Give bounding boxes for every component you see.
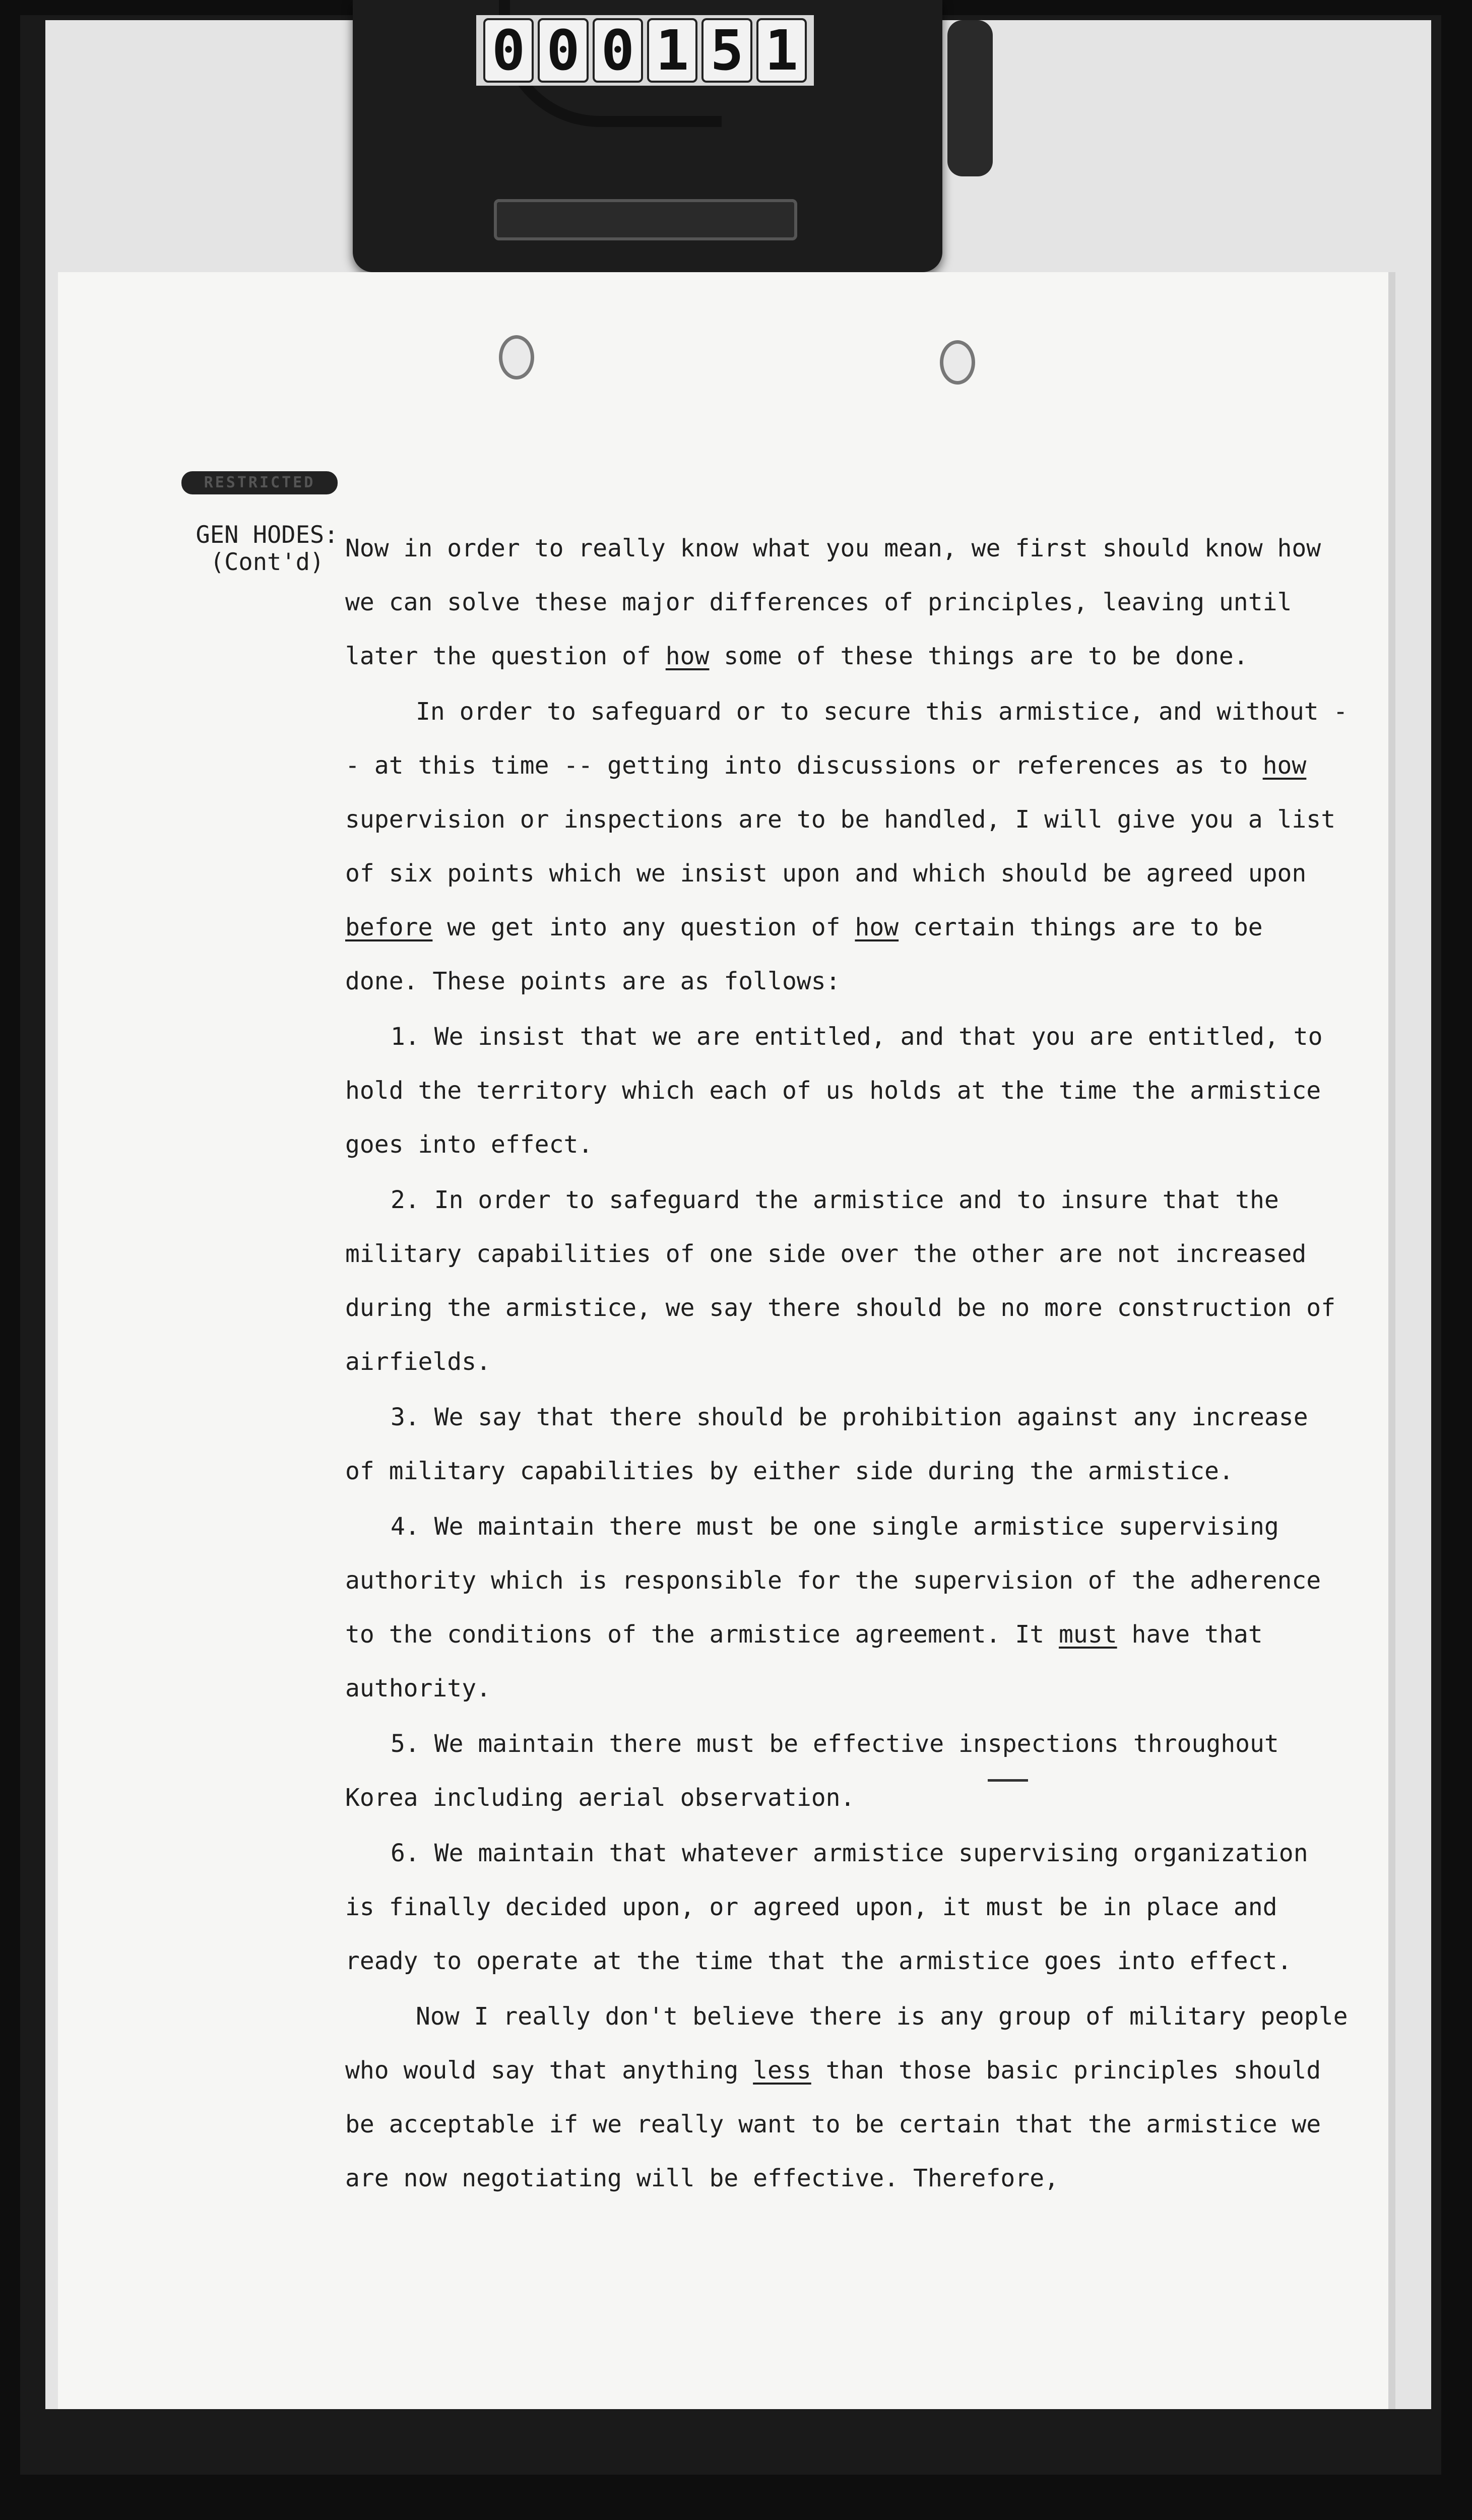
speaker-cont: (Cont'd) (210, 548, 325, 576)
punch-hole-right (940, 340, 975, 385)
counter-digit: 1 (647, 18, 697, 83)
counter-plate (494, 199, 797, 240)
point-2: 2. In order to safeguard the armistice and to insure that the military capabilities of one side over the other are not increased during the armistice, we say there should be no more construction of airfields. (345, 1186, 1336, 1376)
paragraph: Now in order to really know what you mean, we first should know how we can solve these major differences of principles, leaving until later the question of how some of these things are to be done. (345, 534, 1321, 670)
emphasis: how (665, 642, 710, 670)
emphasis: before (345, 913, 433, 941)
counter-knob (947, 20, 993, 176)
emphasis: how (1262, 751, 1307, 780)
emphasis: how (855, 913, 899, 941)
punch-hole-left (499, 335, 534, 380)
point-5: 5. We maintain there must be effective inspections throughout Korea including aerial observation. (345, 1730, 1279, 1812)
point-4: 4. We maintain there must be one single armistice supervising authority which is responsible for the supervision of the adherence to the conditions of the armistice agreement. It must have that authority. (345, 1513, 1321, 1703)
counter-digit: 5 (701, 18, 752, 83)
counter-digit: 0 (593, 18, 643, 83)
point-3: 3. We say that there should be prohibition against any increase of military capabilities by either side during the armistice. (345, 1403, 1308, 1485)
counter-digit: 1 (756, 18, 807, 83)
frame-counter-device (353, 0, 942, 272)
paragraph: In order to safeguard or to secure this armistice, and without -- at this time -- getting into discussions or references as to how supervision or inspections are to be handled, I will give you a list of six points which we insist upon and which should be agreed upon before we get into any question of how certain things are to be done. These points are as follows: (345, 698, 1348, 995)
point-6: 6. We maintain that whatever armistice supervising organization is finally decided upon, or agreed upon, it must be in place and ready to operate at the time that the armistice goes into effect. (345, 1839, 1308, 1975)
stray-mark (988, 1779, 1028, 1782)
counter-digit: 0 (538, 18, 588, 83)
document-page (58, 272, 1395, 2409)
frame-counter (476, 15, 814, 86)
restricted-stamp-top: RESTRICTED (181, 471, 338, 494)
speaker-label (184, 522, 350, 576)
speaker-name: GEN HODES: (196, 521, 339, 549)
emphasis: must (1059, 1620, 1117, 1649)
point-1: 1. We insist that we are entitled, and that you are entitled, to hold the territory which each of us holds at the time the armistice goes into effect. (345, 1023, 1323, 1159)
emphasis: less (753, 2056, 811, 2085)
counter-digit: 0 (483, 18, 534, 83)
paragraph: Now I really don't believe there is any group of military people who would say that anything less than those basic principles should be acceptable if we really want to be certain that the armistice we are now negotiating will be effective. Therefore, (345, 2002, 1348, 2192)
transcript-body (345, 522, 1348, 2207)
